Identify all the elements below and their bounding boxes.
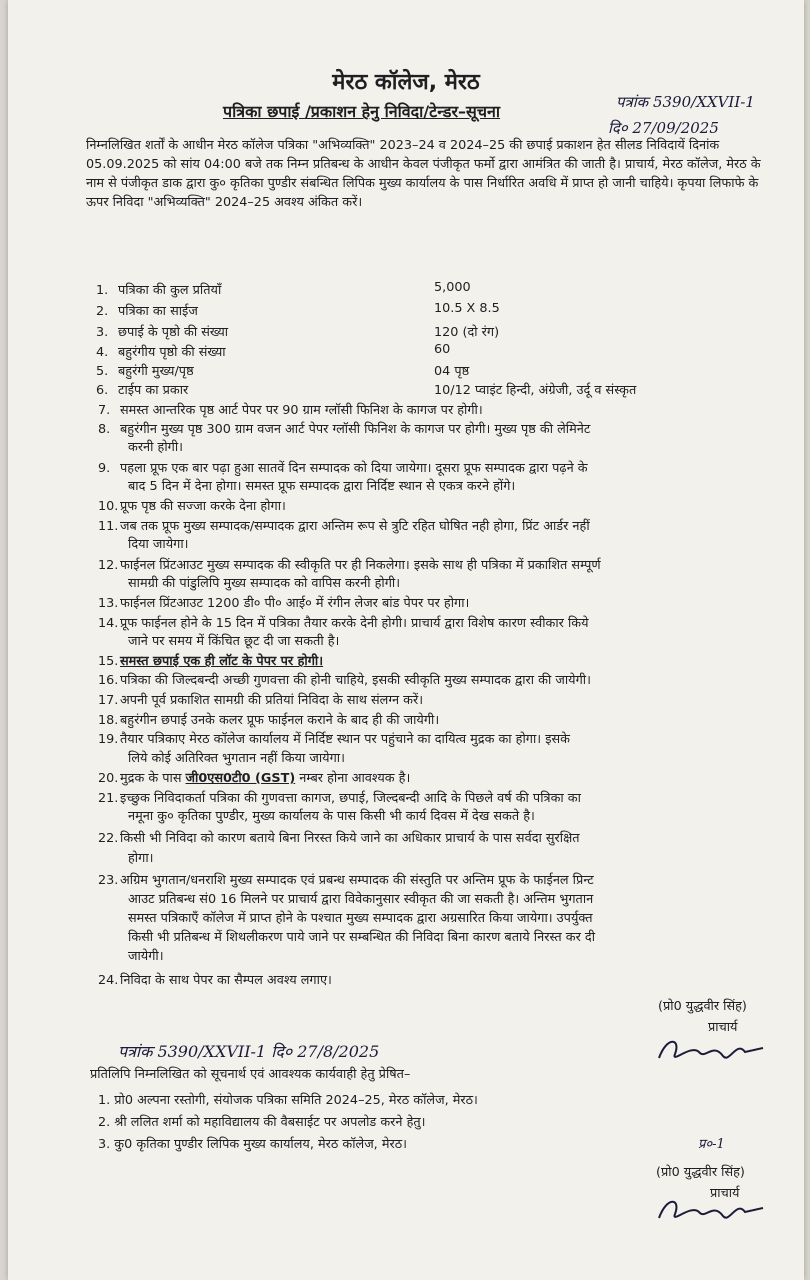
signatory-designation: प्राचार्य bbox=[710, 1186, 740, 1201]
handwritten-mark: प्र०-1 bbox=[698, 1137, 725, 1152]
condition-item-continued: करनी होगी। bbox=[128, 440, 184, 455]
condition-item: 14. प्रूफ फाईनल होने के 15 दिन में पत्रिका तैयार करके देनी होगी। प्राचार्य द्वारा विशेष कारण स्वीकार किये bbox=[98, 616, 589, 631]
condition-item: 15. समस्त छपाई एक ही लॉट के पेपर पर होगी। bbox=[98, 654, 324, 669]
condition-item: 19. तैयार पत्रिकाए मेरठ कॉलेज कार्यालय में निर्दिष्ट स्थान पर पहुंचाने का दायित्व मुद्रक का होगा। इसके bbox=[98, 732, 570, 747]
copy-recipient: 2. श्री ललित शर्मा को महाविद्यालय की वैबसाईट पर अपलोड करने हेतु। bbox=[98, 1115, 426, 1130]
condition-item-continued: बाद 5 दिन में देना होगा। समस्त प्रूफ सम्पादक द्वारा निर्दिष्ट स्थान से एकत्र करने होंगे। bbox=[128, 479, 516, 494]
page-subtitle: पत्रिका छपाई /प्रकाशन हेनु निविदा/टेन्डर–सूचना bbox=[223, 102, 501, 121]
condition-item: 10. प्रूफ पृष्ठ की सज्जा करके देना होगा। bbox=[98, 499, 286, 514]
condition-item-continued: समस्त पत्रिकाएँ कॉलेज में प्राप्त होने के पश्चात मुख्य सम्पादक द्वारा अग्रसारित किया जायेगा। उपर्युक्त bbox=[128, 911, 593, 926]
condition-item: 22. किसी भी निविदा को कारण बताये बिना निरस्त किये जाने का अधिकार प्राचार्य के पास सर्वदा सुरक्षित bbox=[98, 831, 580, 846]
condition-item: 23. अग्रिम भुगतान/धनराशि मुख्य सम्पादक एवं प्रबन्ध सम्पादक की संस्तुति पर अन्तिम प्रूफ के फाईनल प्रिन्ट bbox=[98, 873, 594, 888]
condition-item-continued: जाने पर समय में किंचित छूट दी जा सकती है। bbox=[128, 634, 340, 649]
signatory-name: (प्रो0 युद्धवीर सिंह) bbox=[658, 999, 747, 1014]
condition-item: 11. जब तक प्रूफ मुख्य सम्पादक/सम्पादक द्वारा अन्तिम रूप से त्रुटि रहित घोषित नही होगा, प्रिंट आर्डर नहीं bbox=[98, 519, 590, 534]
signatory-name: (प्रो0 युद्धवीर सिंह) bbox=[656, 1165, 745, 1180]
condition-item: 20. मुद्रक के पास जी0एस0टी0 (GST) नम्बर होना आवश्यक है। bbox=[98, 771, 411, 786]
page-title: मेरठ कॉलेज, मेरठ bbox=[332, 70, 480, 95]
condition-item: 18. बहुरंगीन छपाई उनके कलर प्रूफ फाईनल कराने के बाद ही की जायेगी। bbox=[98, 713, 440, 728]
condition-item: 21. इच्छुक निविदाकर्ता पत्रिका की गुणवत्ता कागज, छपाई, जिल्दबन्दी आदि के पिछले वर्ष की पत्रिका का bbox=[98, 791, 581, 806]
spec-row: 2. पत्रिका का साईज 10.5 X 8.5 bbox=[96, 301, 500, 319]
signatory-designation: प्राचार्य bbox=[708, 1020, 738, 1035]
condition-item-continued: होगा। bbox=[128, 851, 154, 866]
handwritten-reference: पत्रांक 5390/XXVII-1 दि० 27/8/2025 bbox=[118, 1042, 380, 1061]
condition-item: 8. बहुरंगीन मुख्य पृष्ठ 300 ग्राम वजन आर्ट पेपर ग्लॉसी फिनिश के कागज पर होगी। मुख्य पृष्ठ की लेमिनेट bbox=[98, 422, 591, 437]
spec-row: 1. पत्रिका की कुल प्रतियाँ 5,000 bbox=[96, 280, 471, 298]
handwritten-date: दि० 27/09/2025 bbox=[608, 119, 719, 137]
copy-intro: प्रतिलिपि निम्नलिखित को सूचनार्थ एवं आवश्यक कार्यवाही हेतु प्रेषित– bbox=[90, 1067, 411, 1082]
condition-item: 24. निविदा के साथ पेपर का सैम्पल अवश्य लगाए। bbox=[98, 973, 332, 988]
condition-item: 12. फाईनल प्रिंटआउट मुख्य सम्पादक की स्वीकृति पर ही निकलेगा। इसके साथ ही पत्रिका में प्रकाशित सम्पूर्ण bbox=[98, 558, 601, 573]
condition-item: 13. फाईनल प्रिंटआउट 1200 डी० पी० आई० में रंगीन लेजर बांड पेपर पर होगा। bbox=[98, 596, 470, 611]
copy-recipient: 1. प्रो0 अल्पना रस्तोगी, संयोजक पत्रिका समिति 2024–25, मेरठ कॉलेज, मेरठ। bbox=[98, 1093, 478, 1108]
condition-item-continued: नमूना कु० कृतिका पुण्डीर, मुख्य कार्यालय के पास किसी भी कार्य दिवस में देख सकते है। bbox=[128, 809, 535, 824]
handwritten-signature bbox=[653, 1030, 773, 1070]
handwritten-signature bbox=[653, 1188, 773, 1230]
copy-recipient: 3. कु0 कृतिका पुण्डीर लिपिक मुख्य कार्यालय, मेरठ कॉलेज, मेरठ। bbox=[98, 1137, 407, 1152]
handwritten-reference: पत्रांक 5390/XXVII-1 bbox=[616, 93, 755, 111]
condition-item: 9. पहला प्रूफ एक बार पढ़ा हुआ सातवें दिन सम्पादक को दिया जायेगा। दूसरा प्रूफ सम्पादक द्वारा पढ़ने के bbox=[98, 461, 588, 476]
condition-item-continued: लिये कोई अतिरिक्त भुगतान नहीं किया जायेगा। bbox=[128, 751, 345, 766]
condition-item-continued: सामग्री की पांडुलिपि मुख्य सम्पादक को वापिस करनी होगी। bbox=[128, 576, 401, 591]
spec-row: 4. बहुरंगीय पृष्ठो की संख्या 60 bbox=[96, 342, 451, 360]
condition-item: 16. पत्रिका की जिल्दबन्दी अच्छी गुणवत्ता की होनी चाहिये, इसकी स्वीकृति मुख्य सम्पादक द्वारा की जायेगी। bbox=[98, 673, 591, 688]
spec-row: 6. टाईप का प्रकार 10/12 प्वाइंट हिन्दी, अंग्रेजी, उर्दू व संस्कृत bbox=[96, 383, 637, 398]
condition-item-continued: किसी भी प्रतिबन्ध में शिथलीकरण पाये जाने पर सम्बन्धित की निविदा बिना कारण बताये निरस्त कर दी bbox=[128, 930, 596, 945]
condition-item: 7. समस्त आन्तरिक पृष्ठ आर्ट पेपर पर 90 ग्राम ग्लॉसी फिनिश के कागज पर होगी। bbox=[98, 403, 483, 418]
intro-paragraph: निम्नलिखित शर्तों के आधीन मेरठ कॉलेज पत्रिका "अभिव्यक्ति" 2023–24 व 2024–25 की छपाई प्रकाशन हेत सीलड निविदायें दिनांक 05.09.2025 को सांय 04:00 बजे तक निम्न प्रतिबन्ध के आधीन केवल पंजीकृत फर्मो द्वारा आमंत्रित की जाती है। प्राचार्य, मेरठ कॉलेज, मेरठ के नाम से पंजीकृत डाक द्वारा कु० कृतिका पुण्डीर संबन्धित लिपिक मुख्य कार्यालय के पास निर्धारित अवधि में प्राप्त हो जानी चाहिये। कृपया लिफाफे के ऊपर निविदा "अभिव्यक्ति" 2024–25 अवश्य अंकित करें। bbox=[86, 138, 761, 210]
condition-item-continued: दिया जायेगा। bbox=[128, 537, 189, 552]
spec-row: 3. छपाई के पृष्ठो की संख्या 120 (दो रंग) bbox=[96, 325, 500, 340]
document-page bbox=[8, 0, 804, 1280]
condition-item: 17. अपनी पूर्व प्रकाशित सामग्री की प्रतियां निविदा के साथ संलग्न करें। bbox=[98, 693, 424, 708]
condition-item-continued: आउट प्रतिबन्ध सं0 16 मिलने पर प्राचार्य द्वारा विवेकानुसार स्वीकृत की जा सकती है। अन्तिम भुगतान bbox=[128, 892, 594, 907]
spec-row: 5. बहुरंगी मुख्य/पृष्ठ 04 पृष्ठ bbox=[96, 364, 470, 379]
condition-item-continued: जायेगी। bbox=[128, 949, 164, 964]
